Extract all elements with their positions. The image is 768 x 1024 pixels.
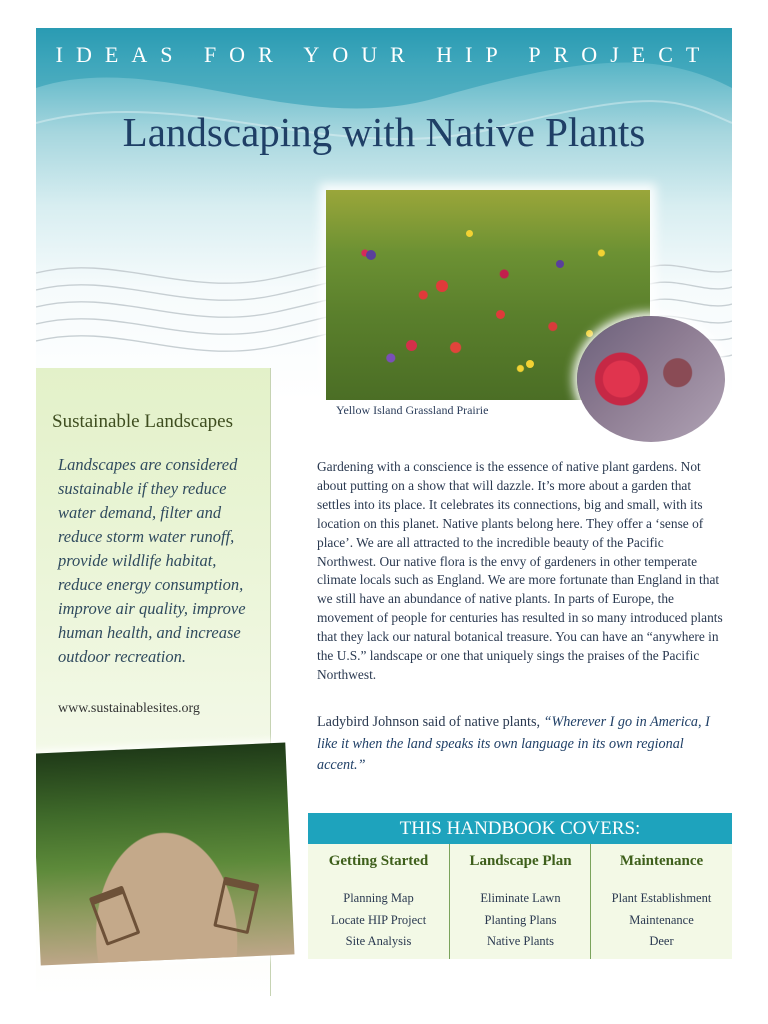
column-item: Planning Map — [343, 891, 414, 905]
body-paragraph — [317, 458, 725, 685]
column-heading: Getting Started — [328, 853, 429, 869]
handbook-column — [590, 844, 732, 959]
column-heading: Maintenance — [619, 853, 704, 869]
quote-text: “Wherever I go in America, I like it when the land speaks its own language in its own regional accent.” — [317, 714, 710, 774]
page-title: Landscaping with Native Plants — [122, 109, 646, 155]
series-heading: IDEAS FOR YOUR HIP PROJECT — [55, 42, 713, 67]
ladybird-quote — [317, 712, 725, 777]
handbook-column — [308, 844, 449, 959]
brochure-page — [36, 28, 732, 996]
garden-patio-photo — [36, 743, 295, 966]
column-item: Planting Plans — [484, 912, 557, 927]
column-items — [591, 888, 732, 953]
body-paragraph-text: Gardening with a conscience is the essence of native plant gardens. Not about putting on a show that will dazzle. It’s more about a garden that settles into its place. It celebrates its connections, big and small, with its location on this planet. Native plants belong here. They offer a ‘sense of place’. We are all attracted to the incredible beauty of the Pacific Northwest. Our native flora is the envy of gardeners in other temperate climate locals such as England. We are more fortunate than England in that we still have an abundance of native plants. In parts of Europe, the movement of people for centuries has resulted in so many introduced plants that they lack our natural botanical treasure. You can have an “anywhere in the U.S.” landscape or one that uniquely sings the praises of the Pacific Northwest. — [317, 459, 723, 682]
column-item: Plant Establishment — [611, 891, 712, 905]
column-items — [450, 888, 591, 953]
column-item: Maintenance — [629, 912, 694, 927]
handbook-column — [449, 844, 591, 959]
column-item: Locate HIP Project — [330, 912, 427, 927]
sidebar-heading: Sustainable Landscapes — [52, 411, 233, 432]
column-items — [308, 888, 449, 953]
handbook-title: THIS HANDBOOK COVERS: — [308, 813, 732, 844]
column-item: Eliminate Lawn — [480, 891, 561, 905]
sidebar-link[interactable]: www.sustainablesites.org — [58, 701, 200, 716]
paintbrush-hummingbird-photo — [577, 316, 725, 442]
column-heading: Landscape Plan — [469, 853, 572, 869]
photo-caption: Yellow Island Grassland Prairie — [336, 403, 489, 417]
column-item: Deer — [649, 934, 674, 948]
chair-icon — [89, 885, 141, 945]
quote-intro: Ladybird Johnson said of native plants, — [317, 714, 544, 730]
column-item: Native Plants — [486, 934, 554, 948]
column-item: Site Analysis — [345, 934, 412, 948]
chair-icon — [213, 877, 259, 935]
handbook-box — [308, 813, 732, 959]
sidebar-quote: Landscapes are considered sustainable if they reduce water demand, filter and reduce storm water runoff, provide wildlife habitat, reduce energy consumption, improve air quality, improve human health, and increase outdoor recreation. — [58, 455, 246, 666]
